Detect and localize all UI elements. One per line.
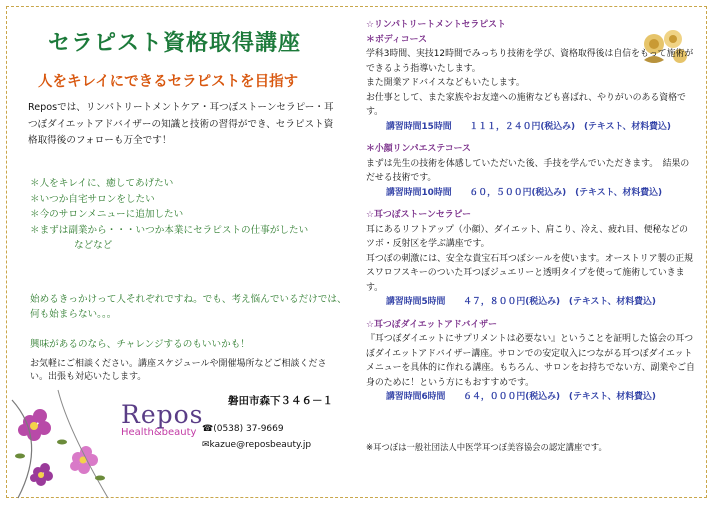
face-course-text: まずは先生の技術を体感していただいた後、手技を学んでいただきます。 結果のだせる技術です。 [366,158,690,183]
wish-item: ＊今のサロンメニューに追加したい [30,209,184,220]
address: 磐田市森下３４６－１ [228,395,333,407]
diet-hours: 講習時間6時間 ６４，０００円(税込み) (テキスト、材料費込) [386,392,656,402]
message-start: 始めるきっかけって人それぞれですね。でも、考え悩んでいるだけでは、何も始まらない。。。 [30,294,347,320]
certification-note: ※耳つぼは一般社団法人中医学耳つぼ美容協会の認定講座です。 [366,442,607,452]
body-course-title: ＊ボディコース [366,34,427,45]
face-course-title: ＊小顔リンパエステコース [366,144,471,154]
email-address: ✉kazue@reposbeauty.jp [202,440,312,450]
page-subtitle: 人をキレイにできるセラピストを目指す [38,74,299,90]
body-course-text: 学科3時間、実技12時間でみっちり技術を学び、資格取得後は自信をもって施術ができるよう指導いたします。 [366,49,694,74]
page-title: セラピスト資格取得講座 [48,31,302,56]
stone-hours: 講習時間5時間 ４７，８００円(税込み) (テキスト、材料費込) [386,297,656,307]
intro-text: Reposでは、リンパトリートメントケア・耳つぼストーンセラピー・耳つぼダイエットアドバイザーの知識と技術の習得ができ、セラピスト資格取得後のフォローも万全です！ [28,102,334,146]
body-course-hours: 講習時間15時間 １１１，２４０円(税込み) (テキスト、材料費込) [386,121,671,132]
body-course-text3: お仕事として、また家族やお友達への施術なども喜ばれ、やりがいのある資格です。 [366,92,686,117]
contact-note: お気軽にご相談ください。講座スケジュールや開催場所などご相談ください。出張も対応いたします。 [30,359,327,382]
diet-text: 『耳つぼダイエットにサプリメントは必要ない』ということを証明した協会の耳つぼダイエットアドバイザー講座。サロンでの安定収入につながる耳つぼダイエットメニューを具体的に作れる講座。もちろん、サロンをお持ちでない方、副業やご自身のために！という方にもおすすめです。 [366,334,695,388]
wish-etc: などなど [74,240,113,251]
repos-logo [121,400,204,438]
body-course-text2: また開業アドバイスなどもいたします。 [366,78,525,88]
message-challenge: 興味があるのなら、チャレンジするのもいいかも！ [30,339,250,350]
course-details [366,18,696,405]
stone-text2: 耳つぼの刺激には、安全な貴宝石耳つぼシールを使います。オーストリア製の正規スワロフスキーのついた耳つぼジュエリーと透明タイプを使って施術していきます。 [366,253,694,293]
logo-tagline: Health&beauty [121,427,197,438]
section-stone-title: ☆耳つぼストーンセラピー [366,210,472,220]
phone-number: ☎(0538) 37-9669 [202,424,284,434]
wish-list [30,176,350,254]
logo-name: Repos [121,400,204,429]
wish-item: ＊まずは副業から・・・いつか本業にセラピストの仕事がしたい [30,224,309,236]
stone-text: 耳にあるリフトアップ（小顔）、ダイエット、肩こり、冷え、疲れ目、便秘などのツボ・反射区を学ぶ講座です。 [366,224,689,249]
wish-item: ＊いつか自宅サロンをしたい [30,193,155,205]
face-course-hours: 講習時間10時間 ６０，５００円(税込み) (テキスト、材料費込) [386,187,663,198]
section-lymph-title: ☆リンパトリートメントセラピスト [366,20,506,30]
flowers-icon [8,380,138,500]
wish-item: ＊人をキレイに、癒してあげたい [30,178,174,189]
section-diet-title: ☆耳つぼダイエットアドバイザー [366,319,498,330]
